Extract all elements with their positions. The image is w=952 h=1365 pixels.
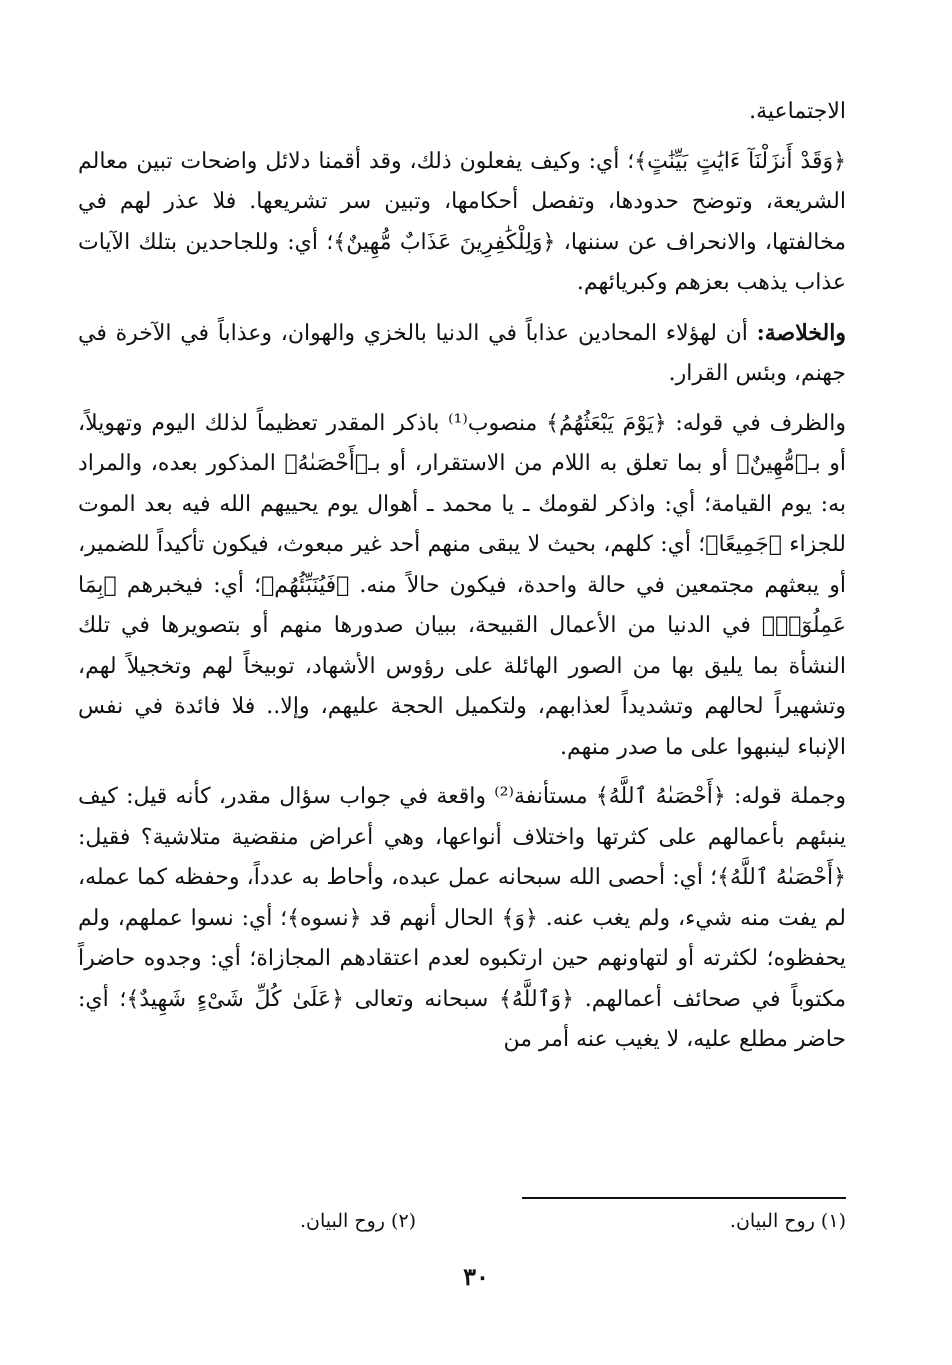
paragraph-text: الاجتماعية. <box>749 99 846 124</box>
footnote-divider <box>522 1197 846 1199</box>
page-body <box>78 92 846 1061</box>
paragraph-adverb <box>78 404 846 769</box>
paragraph-summary <box>78 313 846 395</box>
paragraph-text: أن لهؤلاء المحادين عذاباً في الدنيا بالخزي والهوان، وعذاباً في الآخرة في جهنم، وبئس القرار. <box>78 320 846 386</box>
footnote-2: (٢) روح البيان. <box>300 1210 417 1232</box>
paragraph-clause <box>78 777 846 1061</box>
page-number: ٣٠ <box>463 1262 489 1291</box>
footnote-1: (١) روح البيان. <box>729 1210 846 1232</box>
paragraph-text: والظرف في قوله: ﴿يَوْمَ يَبْعَثُهُمُ﴾ منصوب⁽¹⁾ باذكر المقدر تعظيماً لذلك اليوم وتهويلاً، أو بـ﴿مُّهِينٌ﴾ أو بما تعلق به اللام من الاستقرار، أو بـ﴿أَحْصَىٰهُ﴾ المذكور بعده، والمراد به: يوم القيامة؛ أي: واذكر لقومك ـ يا محمد ـ أهوال يوم يحييهم الله فيه بعد الموت للجزاء ﴿جَمِيعًا﴾؛ أي: كلهم، بحيث لا يبقى منهم أحد غير مبعوث، فيكون تأكيداً للضمير، أو يبعثهم مجتمعين في حالة واحدة، فيكون حالاً منه. ﴿فَيُنَبِّئُهُم﴾؛ أي: فيخبرهم ﴿بِمَا عَمِلُوٓا۟﴾ في الدنيا من الأعمال القبيحة، ببيان صدورها منهم أو بتصويرها في تلك النشأة بما يليق بها من الصور الهائلة على رؤوس الأشهاد، توبيخاً لهم وتخجيلاً لهم، وتشهيراً لحالهم وتشديداً لعذابهم، ولتكميل الحجة عليهم، وإلا.. فلا فائدة في نفس الإنباء لينبهوا على ما صدر منهم. <box>78 410 846 760</box>
paragraph-verse-signs <box>78 142 846 304</box>
paragraph-text: ﴿وَقَدْ أَنزَلْنَآ ءَايَٰتٍ بَيِّنَٰتٍ﴾؛ أي: وكيف يفعلون ذلك، وقد أقمنا دلائل واضحات تبين معالم الشريعة، وتوضح حدودها، وتفصل أحكامها، وتبين سر تشريعها. فلا عذر لهم في مخالفتها، والانحراف عن سننها، ﴿وَلِلْكَٰفِرِينَ عَذَابٌ مُّهِينٌ﴾؛ أي: وللجاحدين بتلك الآيات عذاب يذهب بعزهم وكبريائهم. <box>78 148 846 295</box>
footnotes <box>300 1210 846 1232</box>
paragraph-lead: والخلاصة: <box>756 319 846 346</box>
paragraph-opening <box>78 92 846 133</box>
paragraph-text: وجملة قوله: ﴿أَحْصَىٰهُ ٱللَّهُ﴾ مستأنفة⁽²⁾ واقعة في جواب سؤال مقدر، كأنه قيل: كيف ينبئهم بأعمالهم على كثرتها واختلاف أنواعها، وهي أعراض منقضية متلاشية؟ فقيل: ﴿أَحْصَىٰهُ ٱللَّهُ﴾؛ أي: أحصى الله سبحانه عمل عبده، وأحاط به عدداً، وحفظه كما عمله، لم يفت منه شيء، ولم يغب عنه. ﴿وَ﴾ الحال أنهم قد ﴿نسوه﴾؛ أي: نسوا عملهم، ولم يحفظوه؛ لكثرته أو لتهاونهم حين ارتكبوه لعدم اعتقادهم المجازاة؛ أي: وجدوه حاضراً مكتوباً في صحائف أعمالهم. ﴿وَٱللَّهُ﴾ سبحانه وتعالى ﴿عَلَىٰ كُلِّ شَىْءٍ شَهِيدٌ﴾؛ أي: حاضر مطلع عليه، لا يغيب عنه أمر من <box>78 784 846 1052</box>
